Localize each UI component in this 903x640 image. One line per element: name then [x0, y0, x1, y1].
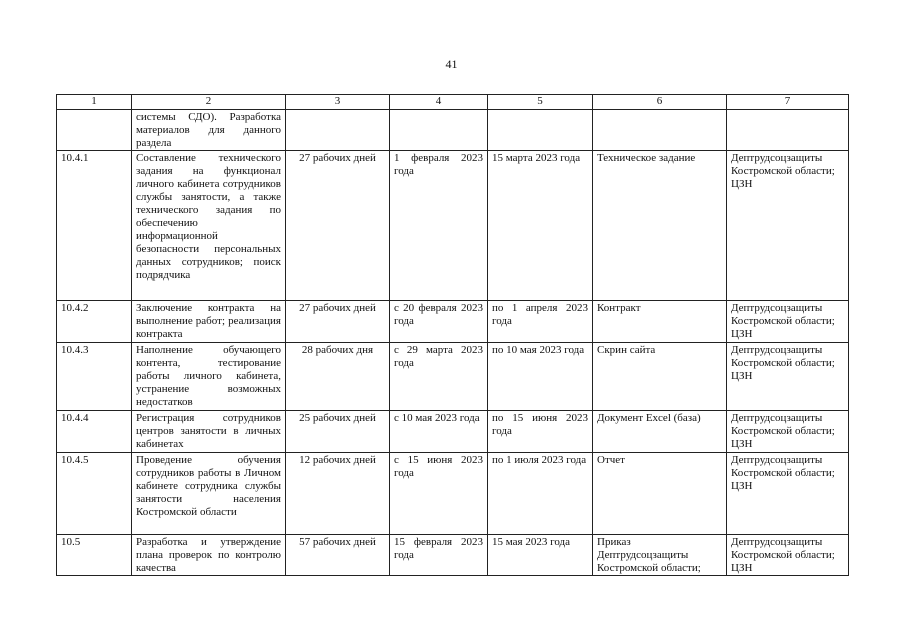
result-document: Отчет — [593, 453, 727, 535]
row-number: 10.4.4 — [57, 411, 132, 453]
column-header: 5 — [488, 95, 593, 110]
table-row — [57, 411, 849, 453]
start-date — [390, 110, 488, 151]
column-header: 7 — [727, 95, 849, 110]
task-description: системы СДО). Разработка материалов для данного раздела — [132, 110, 286, 151]
row-number — [57, 110, 132, 151]
start-date: с 20 февраля 2023 года — [390, 301, 488, 343]
task-description: Составление технического задания на функционал личного кабинета сотрудников службы занятости, а также технического задания по обеспечению информационной безопасности персональных данных сотрудников; поиск подрядчика — [132, 151, 286, 301]
column-header: 4 — [390, 95, 488, 110]
duration: 12 рабочих дней — [286, 453, 390, 535]
result-document: Контракт — [593, 301, 727, 343]
row-number: 10.4.5 — [57, 453, 132, 535]
column-header: 1 — [57, 95, 132, 110]
end-date: по 1 июля 2023 года — [488, 453, 593, 535]
table-row — [57, 453, 849, 535]
result-document — [593, 110, 727, 151]
row-number: 10.5 — [57, 535, 132, 576]
table-row — [57, 110, 849, 151]
row-number: 10.4.2 — [57, 301, 132, 343]
start-date: с 15 июня 2023 года — [390, 453, 488, 535]
duration: 57 рабочих дней — [286, 535, 390, 576]
column-header: 3 — [286, 95, 390, 110]
end-date: по 1 апреля 2023 года — [488, 301, 593, 343]
start-date: с 10 мая 2023 года — [390, 411, 488, 453]
end-date: 15 марта 2023 года — [488, 151, 593, 301]
end-date: по 10 мая 2023 года — [488, 343, 593, 411]
end-date: 15 мая 2023 года — [488, 535, 593, 576]
task-description: Регистрация сотрудников центров занятости в личных кабинетах — [132, 411, 286, 453]
page-number: 41 — [445, 57, 458, 71]
task-description: Проведение обучения сотрудников работы в Личном кабинете сотрудника службы занятости населения Костромской области — [132, 453, 286, 535]
duration — [286, 110, 390, 151]
responsible: Дептрудсоцзащиты Костромской области; ЦЗН — [727, 343, 849, 411]
result-document: Скрин сайта — [593, 343, 727, 411]
responsible: Дептрудсоцзащиты Костромской области; ЦЗН — [727, 411, 849, 453]
table-row — [57, 301, 849, 343]
responsible — [727, 110, 849, 151]
result-document: Приказ Дептрудсоцзащиты Костромской области; — [593, 535, 727, 576]
start-date: 1 февраля 2023 года — [390, 151, 488, 301]
duration: 28 рабочих дня — [286, 343, 390, 411]
end-date: по 15 июня 2023 года — [488, 411, 593, 453]
task-description: Наполнение обучающего контента, тестирование работы личного кабинета, устранение возможных недостатков — [132, 343, 286, 411]
responsible: Дептрудсоцзащиты Костромской области; ЦЗН — [727, 453, 849, 535]
column-header: 6 — [593, 95, 727, 110]
result-document: Техническое задание — [593, 151, 727, 301]
table-row — [57, 343, 849, 411]
table-row — [57, 151, 849, 301]
start-date: 15 февраля 2023 года — [390, 535, 488, 576]
task-description: Разработка и утверждение плана проверок по контролю качества — [132, 535, 286, 576]
result-document: Документ Excel (база) — [593, 411, 727, 453]
responsible: Дептрудсоцзащиты Костромской области; ЦЗН — [727, 535, 849, 576]
table-row — [57, 535, 849, 576]
responsible: Дептрудсоцзащиты Костромской области; ЦЗН — [727, 151, 849, 301]
header-row — [57, 95, 849, 110]
start-date: с 29 марта 2023 года — [390, 343, 488, 411]
end-date — [488, 110, 593, 151]
column-header: 2 — [132, 95, 286, 110]
row-number: 10.4.3 — [57, 343, 132, 411]
duration: 27 рабочих дней — [286, 301, 390, 343]
task-description: Заключение контракта на выполнение работ; реализация контракта — [132, 301, 286, 343]
responsible: Дептрудсоцзащиты Костромской области; ЦЗН — [727, 301, 849, 343]
row-number: 10.4.1 — [57, 151, 132, 301]
duration: 27 рабочих дней — [286, 151, 390, 301]
plan-table — [56, 94, 849, 576]
duration: 25 рабочих дней — [286, 411, 390, 453]
